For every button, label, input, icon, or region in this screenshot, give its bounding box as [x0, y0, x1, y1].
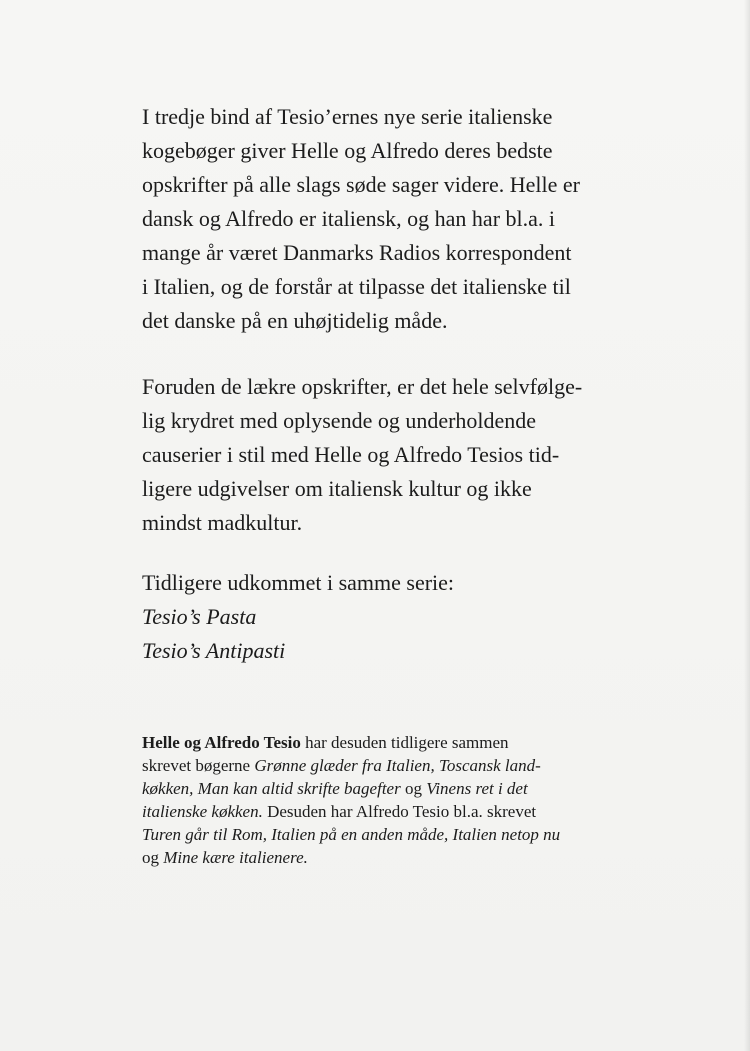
blurb-paragraph-2 — [142, 370, 702, 540]
series-list — [142, 566, 702, 668]
series-title: Tesio’s Antipasti — [142, 638, 286, 663]
bio-text: Desuden har Alfredo Tesio bl.a. skrevet — [262, 802, 537, 821]
text-line: det danske på en uhøjtidelig måde. — [142, 308, 448, 333]
book-title: Turen går til Rom, Italien på en anden måde, Italien netop nu — [142, 825, 561, 844]
text-line: lig krydret med oplysende og underholdende — [142, 408, 537, 433]
book-title: italienske køkken. — [142, 802, 263, 821]
bio-line — [142, 823, 682, 846]
text-line: ligere udgivelser om italiensk kultur og ikke — [142, 476, 532, 501]
book-title: Vinens ret i det — [426, 779, 528, 798]
text-line: Foruden de lækre opskrifter, er det hele selvfølge- — [142, 374, 583, 399]
text-line: causerier i stil med Helle og Alfredo Tesios tid- — [142, 442, 560, 467]
text-line: mindst madkultur. — [142, 510, 303, 535]
bio-line — [142, 777, 682, 800]
book-title: Grønne glæder fra Italien, Toscansk land- — [254, 756, 541, 775]
bio-line — [142, 731, 682, 754]
text-line: mange år været Danmarks Radios korrespondent — [142, 240, 572, 265]
bio-line — [142, 754, 682, 777]
text-line: I tredje bind af Tesio’ernes nye serie italienske — [142, 104, 553, 129]
book-title: køkken, Man kan altid skrifte bagefter — [142, 779, 401, 798]
text-line: opskrifter på alle slags søde sager videre. Helle er — [142, 172, 580, 197]
series-heading: Tidligere udkommet i samme serie: — [142, 570, 455, 595]
blurb-paragraph-1 — [142, 100, 702, 338]
text-line: dansk og Alfredo er italiensk, og han har bl.a. i — [142, 206, 556, 231]
series-title: Tesio’s Pasta — [142, 604, 257, 629]
text-line: kogebøger giver Helle og Alfredo deres bedste — [142, 138, 553, 163]
bio-text: har desuden tidligere sammen — [300, 733, 509, 752]
bio-text: og — [142, 848, 164, 867]
text-line: i Italien, og de forstår at tilpasse det italienske til — [142, 274, 571, 299]
book-title: Mine kære italienere. — [163, 848, 308, 867]
bio-line — [142, 846, 682, 869]
page-edge-shadow — [744, 0, 750, 1051]
author-bio — [142, 731, 682, 869]
bio-line — [142, 800, 682, 823]
author-names: Helle og Alfredo Tesio — [142, 733, 301, 752]
bio-text: skrevet bøgerne — [142, 756, 255, 775]
bio-text: og — [400, 779, 427, 798]
